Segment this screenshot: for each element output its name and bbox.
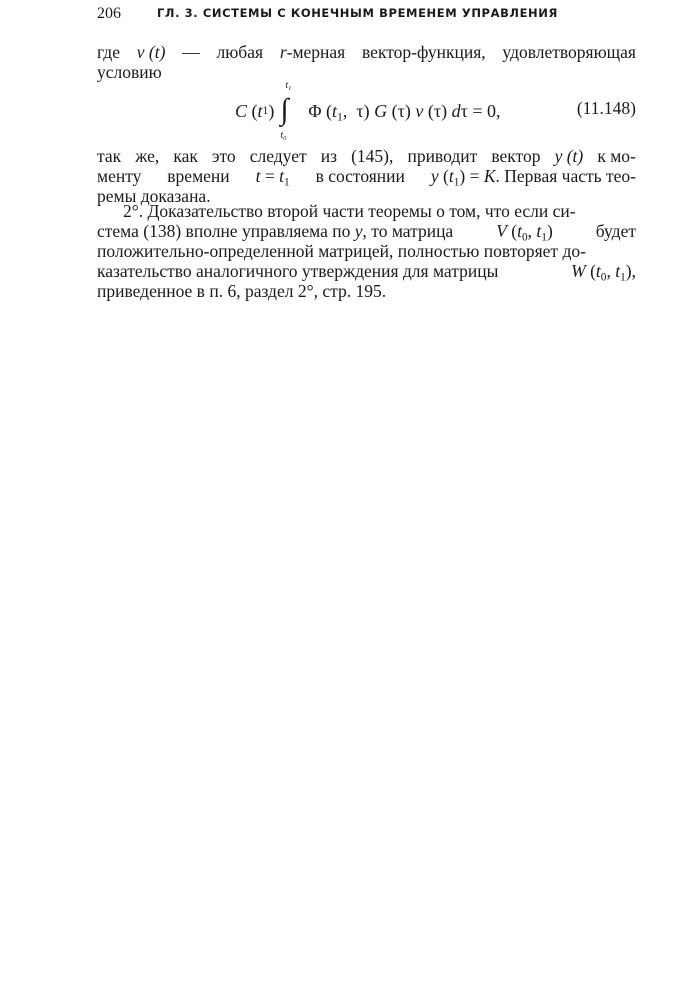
- paragraph-2: [97, 146, 636, 206]
- page-header: [97, 5, 637, 27]
- text-line: приведенное в п. 6, раздел 2°, стр. 195.: [97, 281, 387, 301]
- running-head: ГЛ. 3. СИСТЕМЫ С КОНЕЧНЫМ ВРЕМЕНЕМ УПРАВЛЕНИЯ: [157, 6, 558, 20]
- text-line: условию: [97, 62, 162, 82]
- paragraph-3: [97, 201, 636, 301]
- text-line: менту времени $t = t_1$ в состоянии y $(t_1) = K$. Первая часть тео-: [97, 166, 636, 189]
- text-line: 2°. Доказательство второй части теоремы о том, что если си-: [123, 201, 576, 221]
- integral-lower-limit: $t_0$: [280, 130, 287, 142]
- equation-body: C ( t 1 ) $t_1$ ∫ $t_0$ Φ ($t_1$, τ) G (τ) v (τ) dτ = 0,: [235, 80, 501, 142]
- text-line: где v (t) — любая r-мерная вектор-функция, удовлетворяющая: [97, 42, 636, 62]
- equation-number: (11.148): [576, 98, 636, 118]
- text-line: так же, как это следует из (145), приводит вектор y (t) к мо-: [97, 146, 636, 166]
- paragraph-1: [97, 42, 636, 82]
- page-number: 206: [97, 5, 121, 22]
- equation-11-148: [97, 82, 636, 140]
- text-line: стема (138) вполне управляема по y, то матрица V ($t_0$, $t_1$) будет: [97, 221, 636, 244]
- integral-upper-limit: $t_1$: [285, 80, 292, 92]
- integral-sign: $t_1$ ∫ $t_0$: [280, 80, 292, 142]
- integrand: Φ ($t_1$, τ) G (τ) v (τ) dτ: [308, 100, 473, 123]
- text-line: ремы доказана.: [97, 186, 211, 206]
- text-line: казательство аналогичного утверждения для матрицы W ($t_0$, $t_1$),: [97, 261, 636, 284]
- text-line: положительно-определенной матрицей, полностью повторяет до-: [97, 241, 586, 261]
- math-v-of-t: v (t): [136, 42, 166, 62]
